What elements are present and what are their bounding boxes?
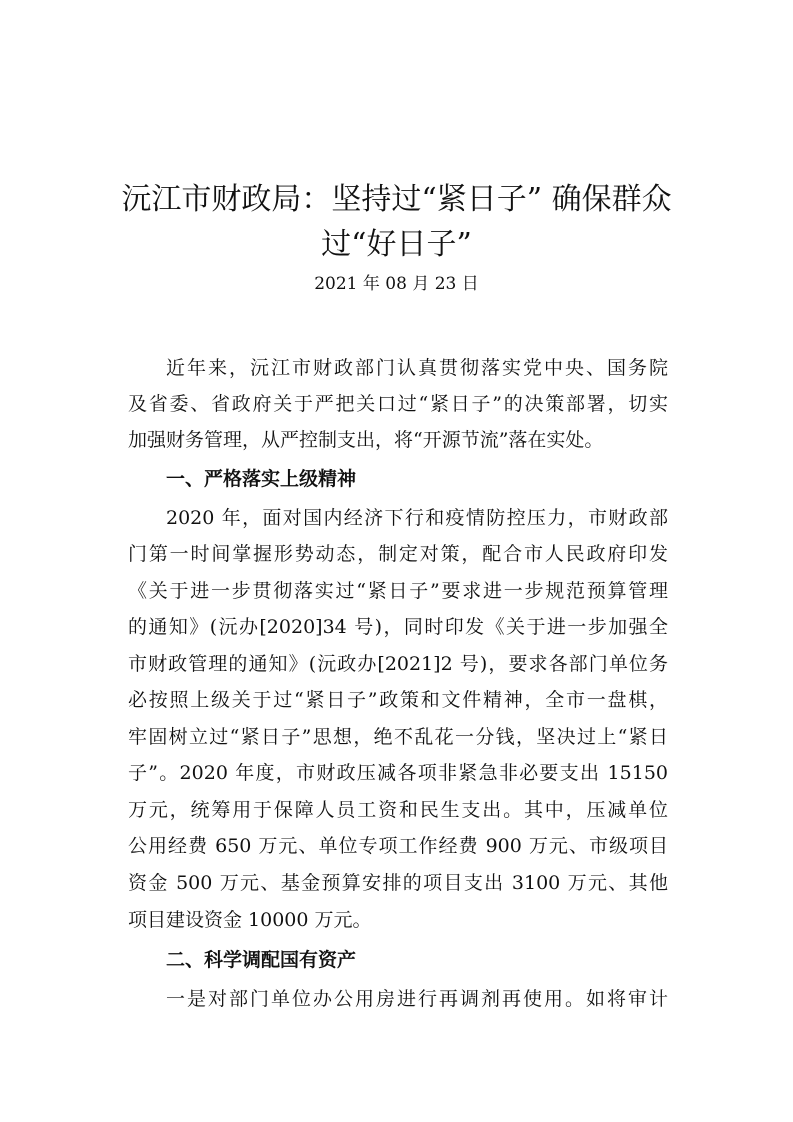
intro-line: 近年来，沅江市财政部门认真贯彻落实党中央、国务院 <box>166 357 668 379</box>
section-1-heading: 一、严格落实上级精神 <box>166 468 357 490</box>
document-title-line-1: 沅江市财政局：坚持过“紧日子” 确保群众 <box>121 182 672 217</box>
section-1-line: 万元，统筹用于保障人员工资和民生支出。其中，压减单位 <box>128 799 668 821</box>
section-1-line: 公用经费 650 万元、单位专项工作经费 900 万元、市级项目 <box>128 835 668 857</box>
section-1-line: 的通知》(沅办[2020]34 号)，同时印发《关于进一步加强全 <box>128 616 668 638</box>
section-1-line: 必按照上级关于过“紧日子”政策和文件精神，全市一盘棋， <box>128 689 668 711</box>
intro-line: 加强财务管理，从严控制支出，将“开源节流”落在实处。 <box>128 429 604 451</box>
publish-date: 2021 年 08 月 23 日 <box>314 274 479 294</box>
intro-line: 及省委、省政府关于严把关口过“紧日子”的决策部署，切实 <box>128 393 668 415</box>
section-2-line: 一是对部门单位办公用房进行再调剂再使用。如将审计 <box>166 988 668 1010</box>
section-1-line: 牢固树立过“紧日子”思想，绝不乱花一分钱，坚决过上“紧日 <box>128 726 668 748</box>
section-1-line: 子”。2020 年度，市财政压减各项非紧急非必要支出 15150 <box>128 762 668 784</box>
document-title-line-2: 过“好日子” <box>321 227 472 262</box>
section-1-line: 门第一时间掌握形势动态，制定对策，配合市人民政府印发 <box>128 543 668 565</box>
section-1-line: 项目建设资金 10000 万元。 <box>128 909 372 931</box>
section-1-line: 《关于进一步贯彻落实过“紧日子”要求进一步规范预算管理 <box>128 580 668 602</box>
section-2-heading: 二、科学调配国有资产 <box>166 949 357 971</box>
section-1-line: 资金 500 万元、基金预算安排的项目支出 3100 万元、其他 <box>128 872 668 894</box>
section-1-line: 2020 年，面对国内经济下行和疫情防控压力，市财政部 <box>166 507 668 529</box>
section-1-line: 市财政管理的通知》(沅政办[2021]2 号)，要求各部门单位务 <box>128 653 668 675</box>
